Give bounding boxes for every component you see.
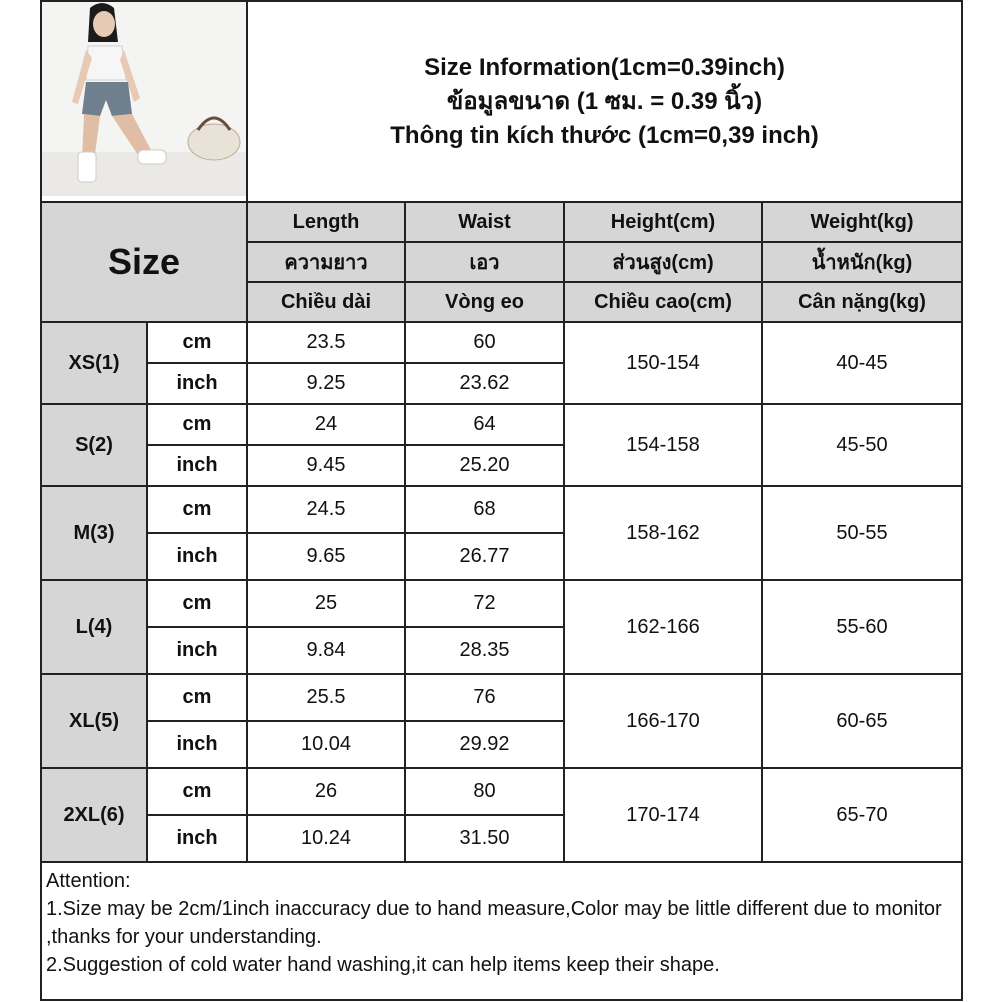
waist-inch: 25.20 — [405, 445, 564, 486]
unit-inch: inch — [147, 815, 247, 862]
waist-inch: 28.35 — [405, 627, 564, 674]
waist-cm: 64 — [405, 404, 564, 445]
height-range: 170-174 — [564, 768, 762, 862]
table-row — [41, 580, 962, 627]
unit-cm: cm — [147, 404, 247, 445]
length-inch: 10.24 — [247, 815, 405, 862]
height-range: 154-158 — [564, 404, 762, 486]
header-thai: ข้อมูลขนาด (1 ซม. = 0.39 นิ้ว) — [446, 87, 763, 115]
unit-cm: cm — [147, 580, 247, 627]
unit-cm: cm — [147, 322, 247, 363]
waist-inch: 23.62 — [405, 363, 564, 404]
length-cm: 25.5 — [247, 674, 405, 721]
length-header-en: Length — [247, 202, 405, 242]
waist-cm: 76 — [405, 674, 564, 721]
product-photo — [41, 1, 247, 202]
weight-header-en: Weight(kg) — [762, 202, 962, 242]
unit-cm: cm — [147, 674, 247, 721]
length-cm: 25 — [247, 580, 405, 627]
notes-line-2: 2.Suggestion of cold water hand washing,it can help items keep their shape. — [46, 954, 720, 976]
waist-header-th: เอว — [405, 242, 564, 282]
height-header-vi: Chiều cao(cm) — [564, 282, 762, 322]
height-header-en: Height(cm) — [564, 202, 762, 242]
weight-range: 45-50 — [762, 404, 962, 486]
table-row — [41, 768, 962, 815]
size-label: XL(5) — [41, 674, 147, 768]
length-header-vi: Chiều dài — [247, 282, 405, 322]
notes-title: Attention: — [46, 870, 131, 892]
length-cm: 23.5 — [247, 322, 405, 363]
height-header-th: ส่วนสูง(cm) — [564, 242, 762, 282]
waist-cm: 68 — [405, 486, 564, 533]
waist-cm: 60 — [405, 322, 564, 363]
weight-header-vi: Cân nặng(kg) — [762, 282, 962, 322]
weight-range: 55-60 — [762, 580, 962, 674]
size-info-header — [247, 1, 962, 202]
size-label: S(2) — [41, 404, 147, 486]
height-range: 166-170 — [564, 674, 762, 768]
header-vietnamese: Thông tin kích thước (1cm=0,39 inch) — [390, 121, 819, 149]
model-photo-illustration — [42, 2, 246, 196]
size-chart-table — [40, 0, 963, 1001]
size-label: M(3) — [41, 486, 147, 580]
column-header-row-1 — [41, 202, 962, 242]
waist-cm: 72 — [405, 580, 564, 627]
unit-inch: inch — [147, 533, 247, 580]
weight-range: 40-45 — [762, 322, 962, 404]
weight-header-th: น้ำหนัก(kg) — [762, 242, 962, 282]
table-row — [41, 404, 962, 445]
waist-cm: 80 — [405, 768, 564, 815]
waist-header-en: Waist — [405, 202, 564, 242]
size-label: L(4) — [41, 580, 147, 674]
unit-inch: inch — [147, 721, 247, 768]
waist-inch: 26.77 — [405, 533, 564, 580]
length-header-th: ความยาว — [247, 242, 405, 282]
table-row — [41, 674, 962, 721]
table-row — [41, 486, 962, 533]
table-row — [41, 322, 962, 363]
length-cm: 24.5 — [247, 486, 405, 533]
size-column-header: Size — [41, 202, 247, 322]
length-inch: 10.04 — [247, 721, 405, 768]
waist-header-vi: Vòng eo — [405, 282, 564, 322]
header-english: Size Information(1cm=0.39inch) — [424, 53, 785, 81]
height-range: 158-162 — [564, 486, 762, 580]
length-inch: 9.45 — [247, 445, 405, 486]
weight-range: 50-55 — [762, 486, 962, 580]
unit-inch: inch — [147, 627, 247, 674]
title-row — [41, 1, 962, 202]
waist-inch: 29.92 — [405, 721, 564, 768]
length-cm: 26 — [247, 768, 405, 815]
unit-cm: cm — [147, 486, 247, 533]
unit-inch: inch — [147, 363, 247, 404]
size-label: XS(1) — [41, 322, 147, 404]
size-label: 2XL(6) — [41, 768, 147, 862]
notes-line-1: 1.Size may be 2cm/1inch inaccuracy due to hand measure,Color may be little different due to monitor ,thanks for your understanding. — [46, 898, 942, 948]
notes-row — [41, 862, 962, 1000]
weight-range: 60-65 — [762, 674, 962, 768]
size-chart-sheet — [40, 0, 961, 1002]
height-range: 162-166 — [564, 580, 762, 674]
length-inch: 9.65 — [247, 533, 405, 580]
waist-inch: 31.50 — [405, 815, 564, 862]
length-inch: 9.84 — [247, 627, 405, 674]
height-range: 150-154 — [564, 322, 762, 404]
weight-range: 65-70 — [762, 768, 962, 862]
length-inch: 9.25 — [247, 363, 405, 404]
length-cm: 24 — [247, 404, 405, 445]
unit-inch: inch — [147, 445, 247, 486]
attention-notes — [41, 862, 962, 1000]
unit-cm: cm — [147, 768, 247, 815]
